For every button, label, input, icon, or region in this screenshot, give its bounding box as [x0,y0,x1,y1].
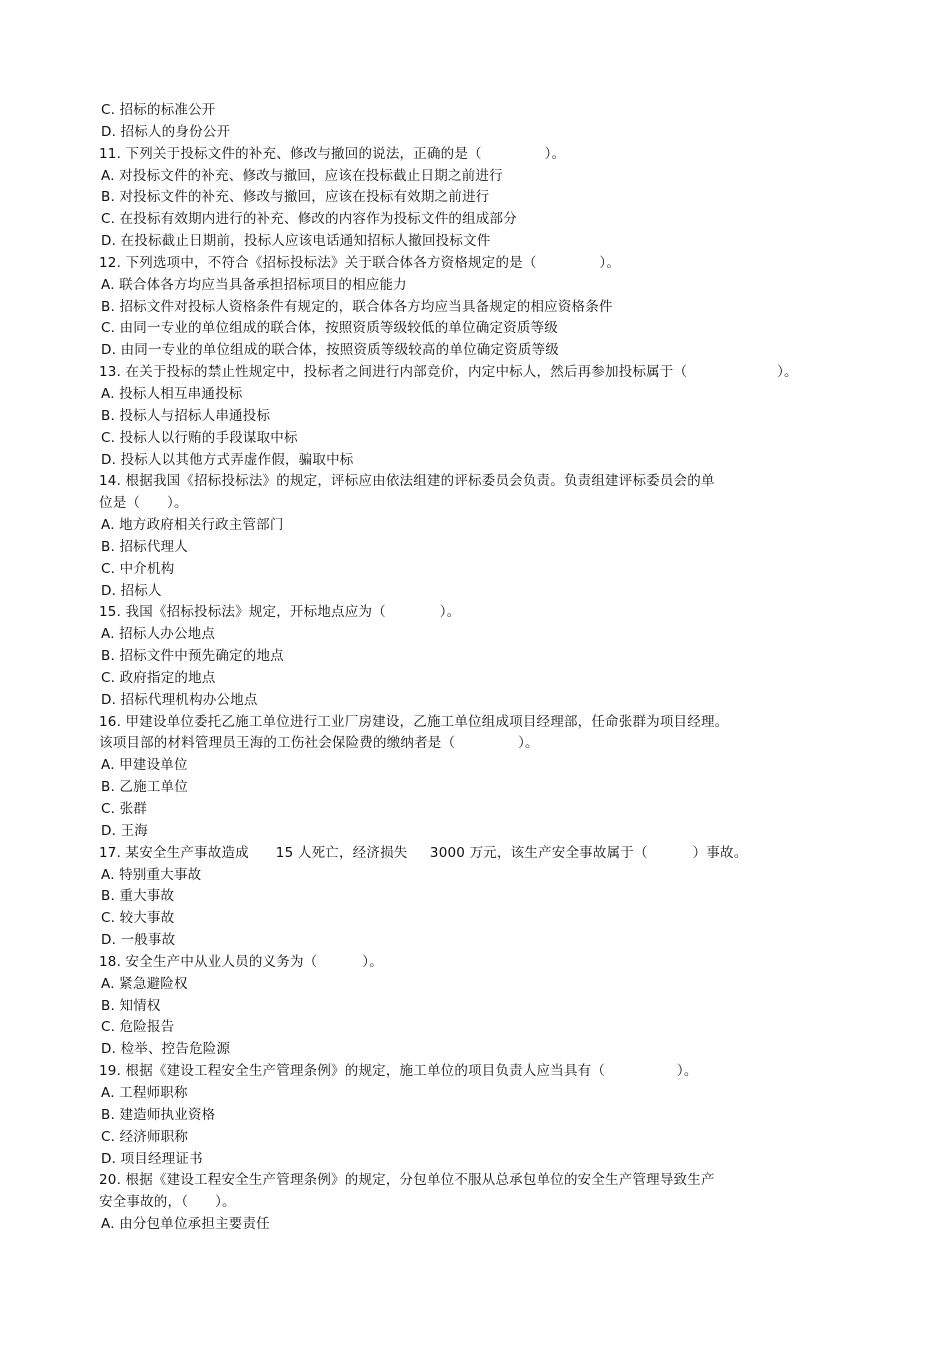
answer-option: A. 特别重大事故 [101,866,202,883]
question-text: 20. 根据《建设工程安全生产管理条例》的规定，分包单位不服从总承包单位的安全生产管理导致生产 [99,1172,715,1189]
answer-option: B. 对投标文件的补充、修改与撤回，应该在投标有效期之前进行 [101,189,490,206]
answer-option: B. 投标人与招标人串通投标 [101,407,271,424]
answer-option: A. 紧急避险权 [101,975,188,992]
question-text: 15. 我国《招标投标法》规定，开标地点应为（ ）。 [99,604,461,621]
answer-option: B. 乙施工单位 [101,779,188,796]
answer-option: D. 在投标截止日期前，投标人应该电话通知招标人撤回投标文件 [101,233,491,250]
question-text: 12. 下列选项中，不符合《招标投标法》关于联合体各方资格规定的是（ ）。 [99,254,621,271]
answer-option: B. 招标文件中预先确定的地点 [101,648,284,665]
question-list [99,100,899,1236]
answer-option: A. 联合体各方均应当具备承担招标项目的相应能力 [101,276,407,293]
answer-option: C. 危险报告 [101,1019,175,1036]
answer-option: C. 张群 [101,801,148,817]
answer-option: A. 地方政府相关行政主管部门 [101,517,284,534]
answer-option: C. 经济师职称 [101,1128,189,1145]
answer-option: B. 知情权 [101,997,161,1014]
answer-option: C. 投标人以行贿的手段谋取中标 [101,429,298,446]
answer-option: C. 政府指定的地点 [101,669,216,686]
answer-option: A. 甲建设单位 [101,757,188,774]
question-text: 18. 安全生产中从业人员的义务为（ ）。 [99,953,383,970]
answer-option: D. 项目经理证书 [101,1150,203,1167]
answer-option: C. 中介机构 [101,560,175,577]
answer-option: A. 投标人相互串通投标 [101,385,243,402]
answer-option: B. 重大事故 [101,888,175,905]
answer-option: C. 招标的标准公开 [101,102,216,118]
answer-option: B. 招标代理人 [101,538,188,555]
question-text: 位是（ ）。 [99,495,188,512]
answer-option: D. 王海 [101,822,148,839]
question-text: 16. 甲建设单位委托乙施工单位进行工业厂房建设，乙施工单位组成项目经理部，任命张群为项目经理。 [99,713,729,730]
answer-option: C. 由同一专业的单位组成的联合体，按照资质等级较低的单位确定资质等级 [101,320,559,337]
answer-option: D. 一般事故 [101,932,176,949]
question-text: 19. 根据《建设工程安全生产管理条例》的规定，施工单位的项目负责人应当具有（ ）。 [99,1063,698,1080]
answer-option: D. 招标代理机构办公地点 [101,691,258,708]
answer-option: C. 较大事故 [101,910,175,927]
answer-option: D. 招标人的身份公开 [101,123,231,140]
question-text: 该项目部的材料管理员王海的工伤社会保险费的缴纳者是（ ）。 [99,735,539,752]
answer-option: B. 建造师执业资格 [101,1106,216,1123]
question-text: 11. 下列关于投标文件的补充、修改与撤回的说法，正确的是（ ）。 [99,145,566,162]
question-text: 17. 某安全生产事故造成 15 人死亡，经济损失 3000 万元，该生产安全事故属于（ ）事故。 [99,844,748,861]
answer-option: D. 投标人以其他方式弄虚作假，骗取中标 [101,451,354,468]
answer-option: A. 由分包单位承担主要责任 [101,1216,270,1233]
answer-option: A. 对投标文件的补充、修改与撤回，应该在投标截止日期之前进行 [101,167,503,184]
answer-option: B. 招标文件对投标人资格条件有规定的，联合体各方均应当具备规定的相应资格条件 [101,298,613,315]
answer-option: A. 工程师职称 [101,1084,188,1101]
answer-option: D. 由同一专业的单位组成的联合体，按照资质等级较高的单位确定资质等级 [101,342,559,359]
answer-option: C. 在投标有效期内进行的补充、修改的内容作为投标文件的组成部分 [101,211,517,228]
question-text: 14. 根据我国《招标投标法》的规定，评标应由依法组建的评标委员会负责。负责组建评标委员会的单 [99,473,715,490]
question-text: 13. 在关于投标的禁止性规定中，投标者之间进行内部竞价，内定中标人，然后再参加投标属于（ ）。 [99,364,798,381]
answer-option: A. 招标人办公地点 [101,626,216,643]
answer-option: D. 检举、控告危险源 [101,1041,231,1058]
answer-option: D. 招标人 [101,582,162,599]
question-text: 安全事故的，（ ）。 [99,1194,236,1211]
